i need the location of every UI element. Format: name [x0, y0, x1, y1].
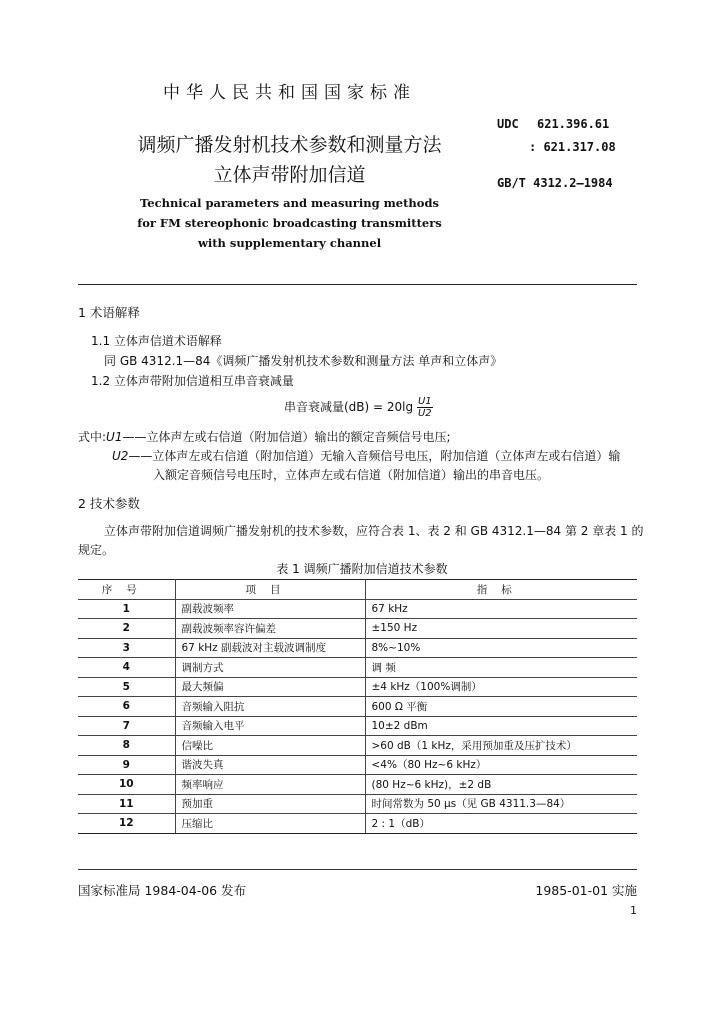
row-value: 600 Ω 平衡 — [365, 697, 637, 717]
table-row — [78, 599, 637, 619]
row-item: 副载波频率 — [175, 599, 365, 619]
formula-fraction — [417, 396, 433, 419]
u1-symbol: U1 — [106, 430, 123, 444]
row-no: 9 — [78, 755, 175, 775]
table-row — [78, 619, 637, 639]
table-row — [78, 638, 637, 658]
section-1-1-body: 同 GB 4312.1—84《调频广播发射机技术参数和测量方法 单声和立体声》 — [104, 354, 503, 368]
row-value: (80 Hz~6 kHz)，±2 dB — [365, 775, 637, 795]
header-no: 序号 — [78, 580, 175, 600]
formula-denominator: U2 — [417, 408, 432, 419]
table-row — [78, 716, 637, 736]
section-2-heading: 2 技术参数 — [78, 496, 140, 511]
row-no: 10 — [78, 775, 175, 795]
row-no: 8 — [78, 736, 175, 756]
row-no: 4 — [78, 658, 175, 678]
formula-numerator: U1 — [417, 396, 432, 407]
row-no: 5 — [78, 677, 175, 697]
row-item: 信噪比 — [175, 736, 365, 756]
table-row — [78, 736, 637, 756]
row-item: 谐波失真 — [175, 755, 365, 775]
title-english-line2: for FM stereophonic broadcasting transmitters — [137, 216, 442, 230]
row-value: 2 : 1（dB） — [365, 814, 637, 834]
table-row — [78, 814, 637, 834]
u2-definition — [112, 447, 620, 464]
row-value: ±4 kHz（100%调制） — [365, 677, 637, 697]
row-no: 11 — [78, 794, 175, 814]
table-row — [78, 775, 637, 795]
effective-date: 1985-01-01 实施 — [535, 883, 637, 898]
section-2-body-line2: 规定。 — [78, 543, 115, 557]
row-no: 1 — [78, 599, 175, 619]
table-row — [78, 755, 637, 775]
u2-symbol: U2 — [112, 449, 129, 463]
header-item: 项目 — [175, 580, 365, 600]
section-2-body-line1: 立体声带附加信道调频广播发射机的技术参数，应符合表 1、表 2 和 GB 4312.1—84 第 2 章表 1 的 — [104, 524, 644, 538]
row-value: <4%（80 Hz~6 kHz） — [365, 755, 637, 775]
u2-text-line2: 入额定音频信号电压时，立体声左或右信道（附加信道）输出的串音电压。 — [153, 468, 550, 482]
title-english-line3: with supplementary channel — [197, 236, 382, 250]
row-value: ±150 Hz — [365, 619, 637, 639]
row-item: 调制方式 — [175, 658, 365, 678]
row-value: 10±2 dBm — [365, 716, 637, 736]
table-header-row — [78, 580, 637, 600]
standard-header: 中华人民共和国国家标准 — [163, 83, 416, 103]
header-divider — [78, 284, 637, 285]
table-1-caption: 表 1 调频广播附加信道技术参数 — [276, 562, 448, 576]
table-row — [78, 697, 637, 717]
issuer-date: 国家标准局 1984-04-06 发布 — [78, 883, 247, 898]
udc-code-2: : 621.317.08 — [529, 140, 616, 154]
table-row — [78, 677, 637, 697]
table-1 — [78, 579, 637, 834]
row-value: 时间常数为 50 μs（见 GB 4311.3—84） — [365, 794, 637, 814]
crosstalk-formula — [284, 392, 433, 422]
section-1-1-heading: 1.1 立体声信道术语解释 — [91, 334, 222, 348]
u1-text: ——立体声左或右信道（附加信道）输出的额定音频信号电压; — [122, 430, 451, 444]
udc-label: UDC — [497, 117, 519, 131]
row-item: 副载波频率容许偏差 — [175, 619, 365, 639]
row-item: 预加重 — [175, 794, 365, 814]
row-item: 压缩比 — [175, 814, 365, 834]
row-no: 2 — [78, 619, 175, 639]
row-item: 音频输入电平 — [175, 716, 365, 736]
table-row — [78, 794, 637, 814]
u2-text-line1: ——立体声左或右信道（附加信道）无输入音频信号电压，附加信道（立体声左或右信道）输 — [128, 449, 621, 463]
table-row — [78, 658, 637, 678]
title-english-line1: Technical parameters and measuring methods — [140, 196, 439, 210]
formula-left: 串音衰减量(dB) = 20lg — [284, 400, 414, 414]
row-value: 调 频 — [365, 658, 637, 678]
udc-code-1: 621.396.61 — [537, 117, 610, 131]
footer-divider — [78, 869, 637, 870]
row-item: 音频输入阻抗 — [175, 697, 365, 717]
page-number: 1 — [630, 904, 637, 917]
row-no: 12 — [78, 814, 175, 834]
row-value: 8%~10% — [365, 638, 637, 658]
u1-definition — [78, 428, 451, 445]
row-no: 3 — [78, 638, 175, 658]
section-1-heading: 1 术语解释 — [78, 305, 140, 320]
header-value: 指标 — [365, 580, 637, 600]
title-chinese-line2: 立体声带附加信道 — [213, 164, 366, 186]
row-value: 67 kHz — [365, 599, 637, 619]
standard-number: GB/T 4312.2—1984 — [497, 176, 613, 190]
row-no: 6 — [78, 697, 175, 717]
row-item: 最大频偏 — [175, 677, 365, 697]
row-value: >60 dB（1 kHz，采用预加重及压扩技术） — [365, 736, 637, 756]
row-no: 7 — [78, 716, 175, 736]
row-item: 67 kHz 副载波对主载波调制度 — [175, 638, 365, 658]
section-1-2-heading: 1.2 立体声带附加信道相互串音衰减量 — [91, 374, 294, 388]
row-item: 频率响应 — [175, 775, 365, 795]
where-prefix: 式中: — [78, 430, 107, 444]
title-chinese-line1: 调频广播发射机技术参数和测量方法 — [137, 134, 442, 156]
